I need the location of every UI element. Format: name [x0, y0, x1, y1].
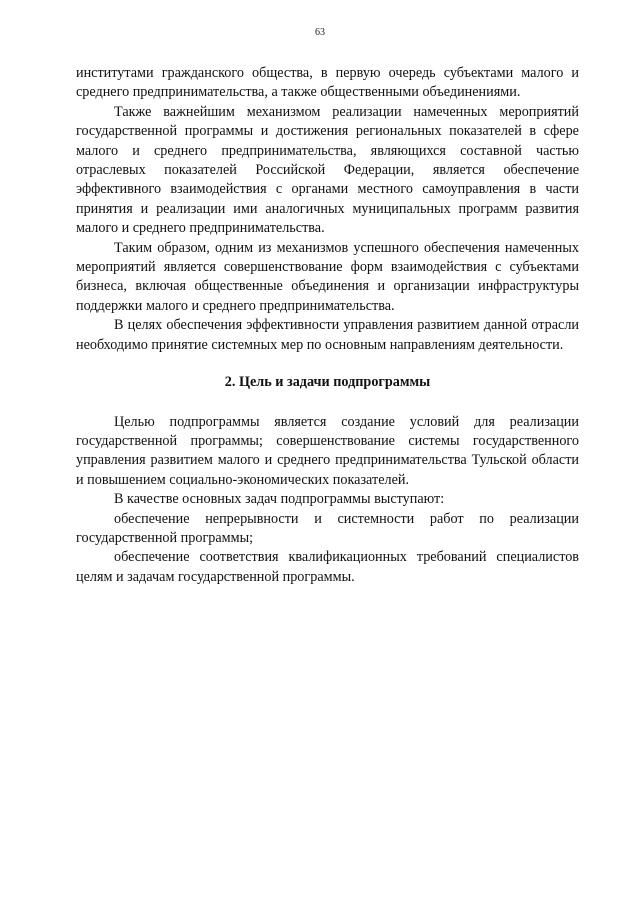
task-item-qualification: обеспечение соответствия квалификационных требований специалистов целям и задачам государственной программы.	[76, 549, 579, 585]
document-body	[76, 64, 579, 587]
paragraph-mechanism: Также важнейшим механизмом реализации намеченных мероприятий государственной программы и достижения региональных показателей в сфере малого и среднего предпринимательства, являющихся составной частью отраслевых показателей Российской Федерации, является обеспечение эффективного взаимодействия с органами местного самоуправления в части принятия и реализации ими аналогичных муниципальных программ развития малого и среднего предпринимательства.	[76, 103, 579, 237]
paragraph-interaction-forms: Таким образом, одним из механизмов успешного обеспечения намеченных мероприятий является совершенствование форм взаимодействия с субъектами бизнеса, включая общественные объединения и организации инфраструктуры поддержки малого и среднего предпринимательства.	[76, 239, 579, 314]
paragraph-goal: Целью подпрограммы является создание условий для реализации государственной программы; совершенствование системы государственного управления развитием малого и среднего предпринимательства Тульской области и повышением социально-экономических показателей.	[76, 413, 579, 488]
page-number: 63	[315, 27, 325, 38]
task-item-continuity: обеспечение непрерывности и системности работ по реализации государственной программы;	[76, 510, 579, 546]
paragraph-management-efficiency: В целях обеспечения эффективности управления развитием данной отрасли необходимо принятие системных мер по основным направлениям деятельности.	[76, 317, 579, 353]
paragraph-continuation: институтами гражданского общества, в первую очередь субъектами малого и среднего предпринимательства, а также общественными объединениями.	[76, 65, 579, 101]
section-title: 2. Цель и задачи подпрограммы	[224, 374, 431, 391]
paragraph-tasks-intro: В качестве основных задач подпрограммы выступают:	[114, 491, 445, 508]
